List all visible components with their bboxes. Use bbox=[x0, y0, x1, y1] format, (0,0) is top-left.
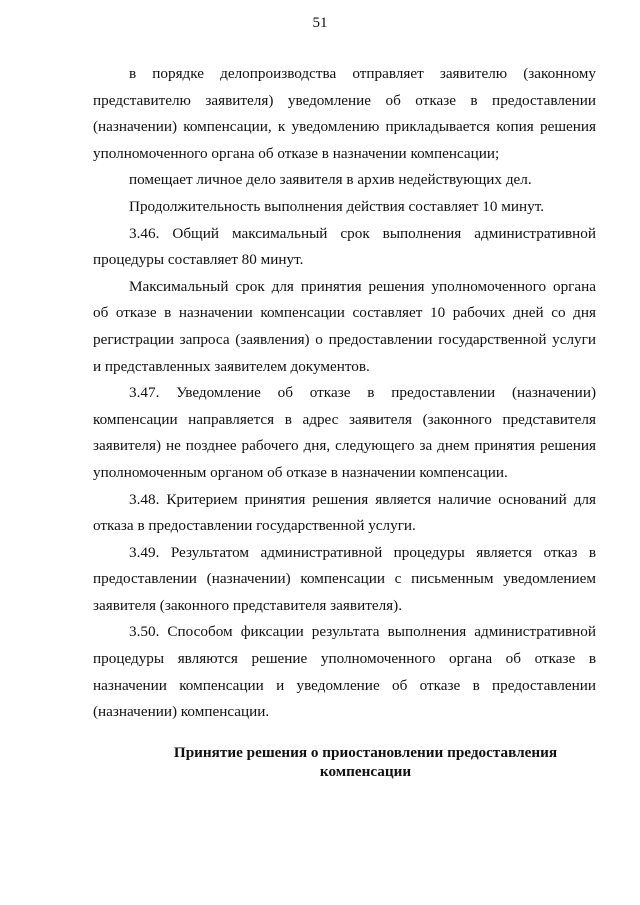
section-heading-line-1: Принятие решения о приостановлении предоставления bbox=[173, 744, 558, 761]
paragraph-max-decision-period: Максимальный срок для принятия решения уполномоченного органа об отказе в назначении компенсации составляет 10 рабочих дней со дня регистрации запроса (заявления) о предоставлении государственной услуги и представленных заявителем документов. bbox=[93, 277, 596, 375]
paragraph-3-46: 3.46. Общий максимальный срок выполнения административной процедуры составляет 80 минут. bbox=[93, 224, 596, 269]
paragraph-3-50: 3.50. Способом фиксации результата выполнения административной процедуры являются решение уполномоченного органа об отказе в назначении компенсации и уведомление об отказе в предоставлении (назначении) компенсации. bbox=[93, 623, 596, 721]
paragraph-3-47: 3.47. Уведомление об отказе в предоставлении (назначении) компенсации направляется в адрес заявителя (законного представителя заявителя) не позднее рабочего дня, следующего за днем принятия решения уполномоченным органом об отказе в назначении компенсации. bbox=[93, 384, 596, 481]
paragraph-notification-dispatch: в порядке делопроизводства отправляет заявителю (законному представителю заявителя) уведомление об отказе в предоставлении (назначении) компенсации, к уведомлению прикладывается копия решения уполномоченного органа об отказе в назначении компенсации; bbox=[93, 65, 596, 162]
paragraph-3-49: 3.49. Результатом административной процедуры является отказ в предоставлении (назначении) компенсации с письменным уведомлением заявителя (законного представителя заявителя). bbox=[93, 543, 596, 614]
page-number: 51 bbox=[312, 15, 328, 31]
section-heading bbox=[93, 743, 638, 781]
paragraph-3-48: 3.48. Критерием принятия решения является наличие оснований для отказа в предоставлении государственной услуги. bbox=[93, 490, 596, 535]
paragraph-archive-file: помещает личное дело заявителя в архив недействующих дел. bbox=[129, 171, 532, 189]
document-body bbox=[93, 61, 596, 726]
paragraph-action-duration: Продолжительность выполнения действия составляет 10 минут. bbox=[129, 197, 545, 215]
section-heading-line-2: компенсации bbox=[319, 763, 412, 780]
